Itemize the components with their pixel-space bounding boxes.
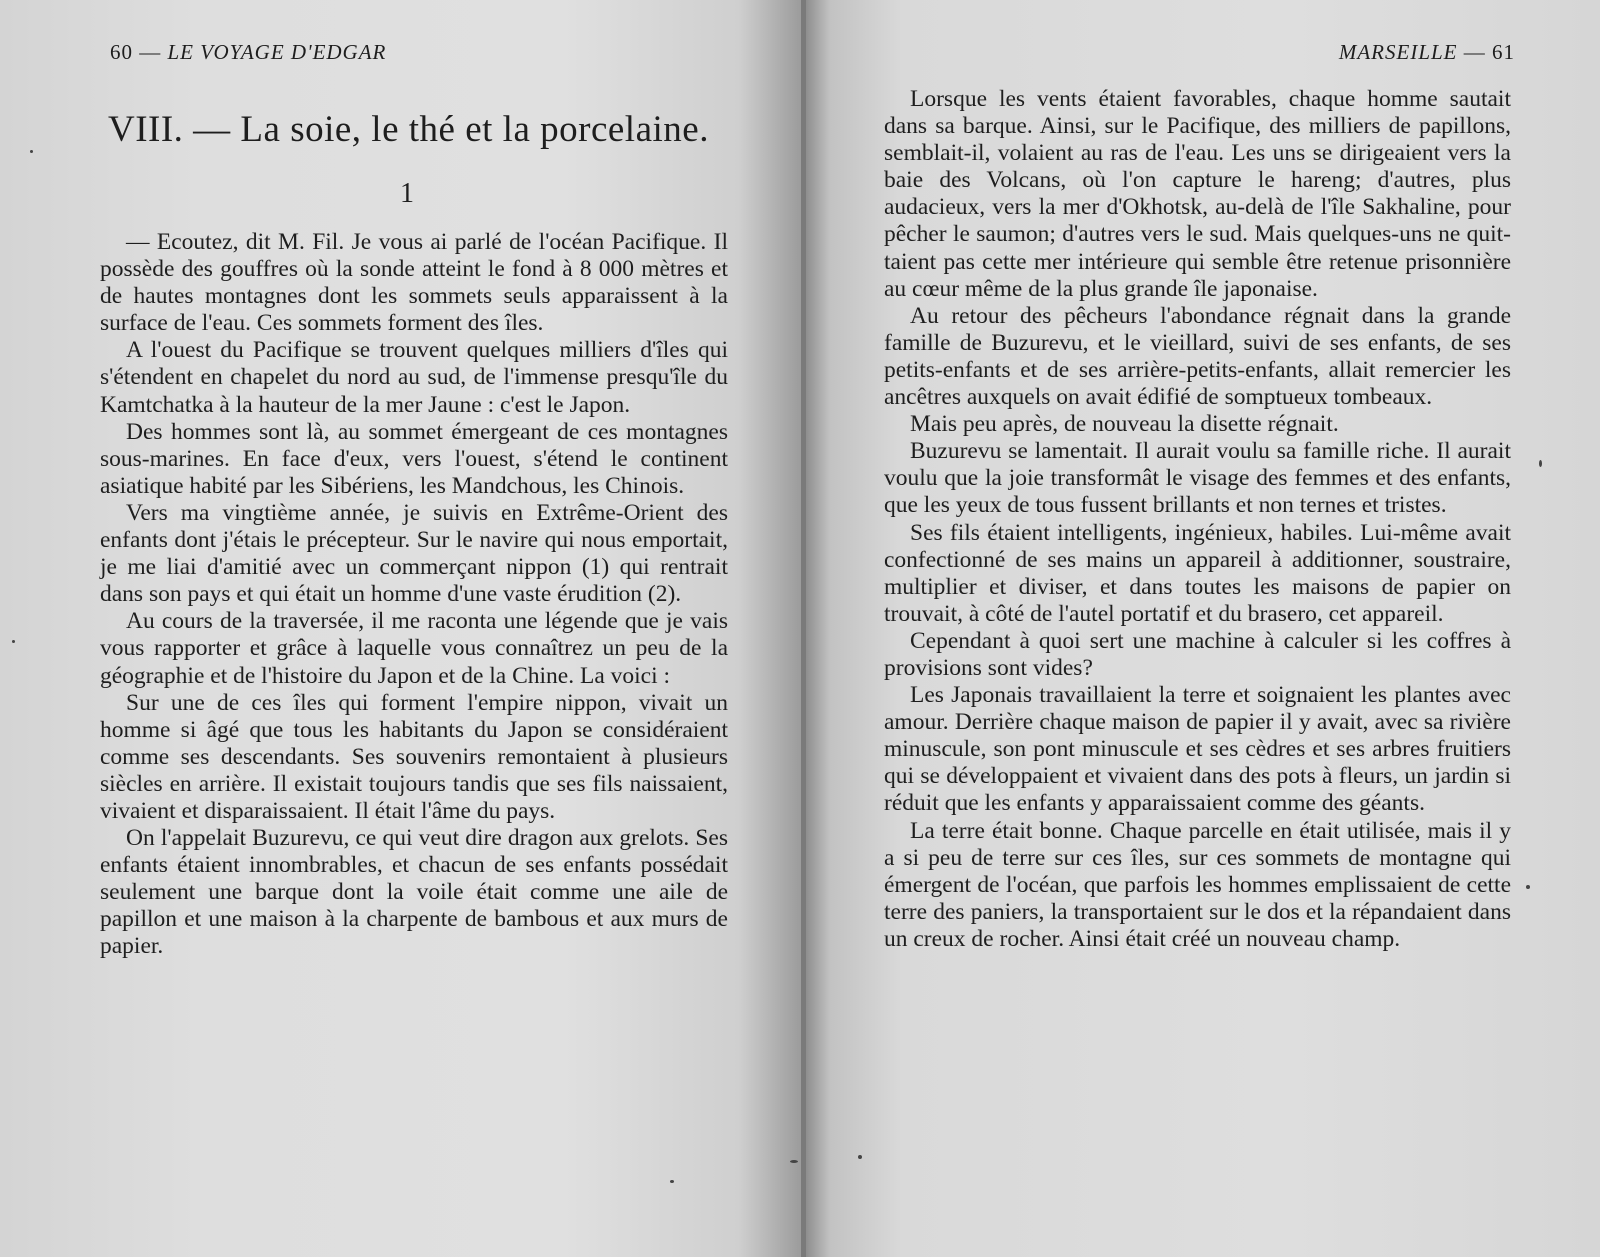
right-page-number: 61 (1492, 40, 1515, 64)
paragraph: — Ecoutez, dit M. Fil. Je vous ai parlé de l'océan Pacifique. Il possède des gouffres où la sonde atteint le fond à 8 000 mètres et de hautes montagnes dont les sommets seuls apparaissent à la surface de l'eau. Ces sommets forment des îles. (100, 229, 728, 337)
paragraph: Ses fils étaient intelligents, ingénieux, habiles. Lui-même avait confectionné de ses mains un appareil à additionner, soustraire, multiplier et diviser, et dans toutes les maisons de papier on trouvait, à côté de l'autel portatif et du brasero, cet appareil. (884, 519, 1511, 627)
left-running-head: 60 — LE VOYAGE D'EDGAR (110, 40, 387, 64)
paragraph: Sur une de ces îles qui forment l'empire nippon, vivait un homme si âgé que tous les habitants du Japon se considéraient comme ses descendants. Ses souvenirs remontaient à plusieurs siècles en arrière. Il existait toujours tandis que ses fils naissaient, vivaient et disparaissaient. Il était l'âme du pays. (100, 689, 728, 824)
left-page-number: 60 (110, 40, 133, 64)
right-page-body (884, 86, 1511, 953)
paragraph: Les Japonais travaillaient la terre et soignaient les plantes avec amour. Derrière chaque maison de papier il y avait, avec sa rivière minuscule, son pont minuscule et ses cèdres et ses arbres fruitiers qui se développaient et vivaient dans des pots à fleurs, un jardin si réduit que les enfants y apparaissaient comme des géants. (884, 682, 1511, 817)
paper-speck (670, 1180, 674, 1183)
paragraph: Cependant à quoi sert une machine à calculer si les coffres à provisions sont vides? (884, 627, 1511, 681)
paragraph: Mais peu après, de nouveau la disette régnait. (910, 411, 1339, 438)
paragraph: Buzurevu se lamentait. Il aurait voulu sa famille riche. Il aurait voulu que la joie transformât le visage des femmes et des enfants, que les yeux de tous fussent brillants et non ternes et tristes. (884, 438, 1511, 519)
paper-speck (1539, 460, 1542, 467)
paragraph: On l'appelait Buzurevu, ce qui veut dire dragon aux grelots. Ses enfants étaient innombrables, et chacun de ses enfants possédait seulement une barque dont la voile était comme une aile de papillon et une maison à la charpente de bambous et aux murs de papier. (100, 825, 728, 960)
paragraph: Des hommes sont là, au sommet émergeant de ces montagnes sous-marines. En face d'eux, vers l'ouest, s'étend le continent asiatique habité par les Sibériens, les Mandchous, les Chinois. (100, 418, 728, 499)
left-running-title: LE VOYAGE D'EDGAR (167, 40, 387, 64)
paragraph: La terre était bonne. Chaque parcelle en était utilisée, mais il y a si peu de terre sur ces îles, sur ces sommets de montagne qui émergent de l'océan, que parfois les hommes emplissaient de cette terre des paniers, la transportaient sur le dos et la répandaient dans un creux de rocher. Ainsi était créé un nouveau champ. (884, 817, 1511, 952)
paragraph: Au cours de la traversée, il me raconta une légende que je vais vous rapporter et grâce à laquelle vous connaîtrez un peu de la géographie et de l'histoire du Japon et de la Chine. La voici : (100, 608, 728, 689)
right-running-title: MARSEILLE (1338, 40, 1458, 64)
right-running-head: MARSEILLE — 61 (1338, 40, 1515, 64)
left-page-body (100, 229, 728, 961)
paragraph: Au retour des pêcheurs l'abondance régnait dans la grande famille de Buzurevu, et le vieillard, suivi de ses enfants, de ses petits-enfants et de ses arrière-petits-enfants, allait remercier les ancêtres auxquels on avait édifié de somptueux tombeaux. (884, 302, 1511, 411)
paragraph: Vers ma vingtième année, je suivis en Extrême-Orient des enfants dont j'étais le précepteur. Sur le navire qui nous emportait, je me liai d'amitié avec un commerçant nippon (1) qui rentrait dans son pays et qui était un homme d'une vaste érudition (2). (100, 499, 728, 608)
paper-speck (12, 640, 15, 643)
paper-speck (858, 1155, 862, 1159)
section-number: 1 (400, 178, 414, 209)
paper-speck (1526, 885, 1530, 889)
paragraph: Lorsque les vents étaient favorables, chaque homme sautait dans sa barque. Ainsi, sur le Pacifique, des milliers de papillons, semblait-il, volaient au ras de l'eau. Les uns se dirigeaient vers la baie des Volcans, où l'on capture le hareng; d'autres, plus audacieux, vers la mer d'Okhotsk, au-delà de l'île Sakhaline, pour pêcher le saumon; d'autres vers le sud. Mais quelques-uns ne quittaient pas cette mer intérieure qui semble être retenue prisonnière au cœur même de la plus grande île japonaise. (884, 86, 1511, 302)
paper-speck (30, 150, 33, 153)
paragraph: A l'ouest du Pacifique se trouvent quelques milliers d'îles qui s'étendent en chapelet du nord au sud, de l'immense presqu'île du Kamtchatka à la hauteur de la mer Jaune : c'est le Japon. (100, 337, 728, 418)
paper-speck (790, 1160, 798, 1163)
chapter-title: VIII. — La soie, le thé et la porcelaine. (108, 109, 709, 150)
